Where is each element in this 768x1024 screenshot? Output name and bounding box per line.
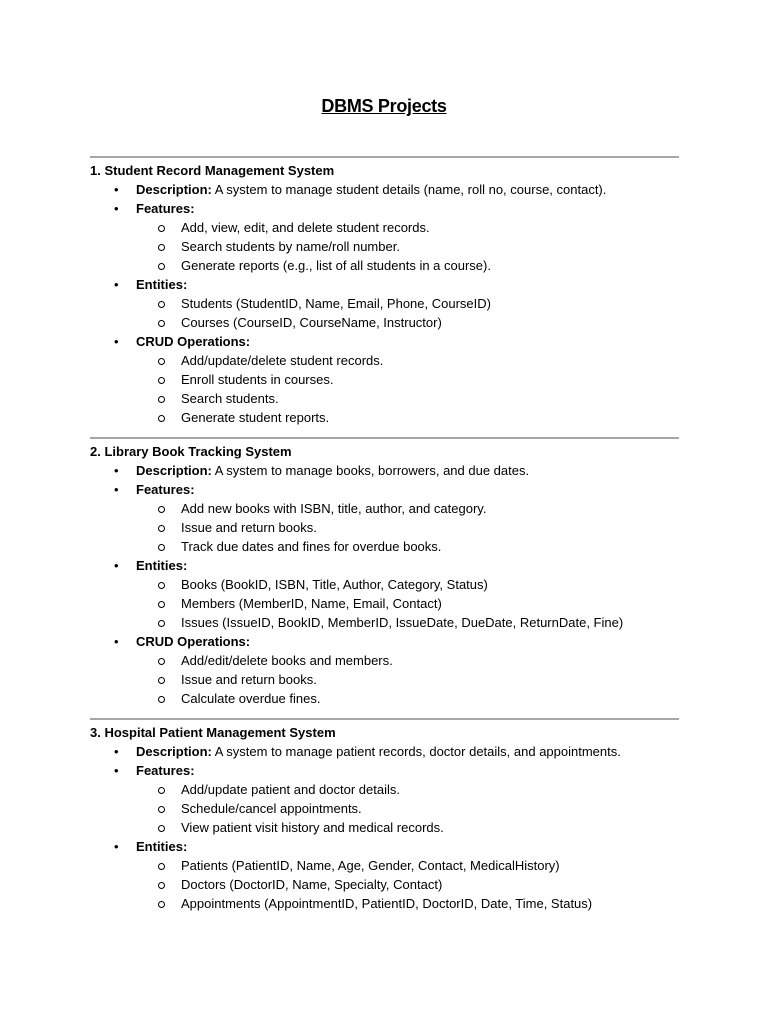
- project-section-2: [90, 437, 680, 708]
- list-item: [90, 818, 680, 837]
- circle-bullet-icon: [158, 415, 165, 422]
- features-label: Features:: [136, 201, 195, 216]
- list-item-text: Add/update patient and doctor details.: [181, 782, 400, 797]
- features-label: Features:: [136, 482, 195, 497]
- circle-bullet-icon: [158, 301, 165, 308]
- bullet-icon: •: [114, 463, 119, 478]
- list-item-text: Issues (IssueID, BookID, MemberID, IssueDate, DueDate, ReturnDate, Fine): [181, 615, 624, 630]
- bullet-icon: •: [114, 839, 119, 854]
- bullet-icon: •: [114, 482, 119, 497]
- list-item-text: Enroll students in courses.: [181, 372, 334, 387]
- list-item: [90, 389, 680, 408]
- list-item-text: Calculate overdue fines.: [181, 691, 321, 706]
- circle-bullet-icon: [158, 377, 165, 384]
- list-item: [90, 408, 680, 427]
- features-item: [90, 761, 680, 780]
- section-heading: 2. Library Book Tracking System: [90, 444, 292, 459]
- crud-label: CRUD Operations:: [136, 334, 251, 349]
- circle-bullet-icon: [158, 806, 165, 813]
- list-item: [90, 799, 680, 818]
- list-item: [90, 670, 680, 689]
- features-item: [90, 199, 680, 218]
- description-label: Description:: [136, 463, 212, 478]
- crud-label: CRUD Operations:: [136, 634, 251, 649]
- circle-bullet-icon: [158, 901, 165, 908]
- description-text: A system to manage books, borrowers, and due dates.: [211, 463, 530, 478]
- list-item-text: Add/edit/delete books and members.: [181, 653, 393, 668]
- circle-bullet-icon: [158, 225, 165, 232]
- entities-label: Entities:: [136, 558, 188, 573]
- circle-bullet-icon: [158, 787, 165, 794]
- list-item-text: Doctors (DoctorID, Name, Specialty, Contact): [181, 877, 443, 892]
- list-item: [90, 313, 680, 332]
- list-item-text: Schedule/cancel appointments.: [181, 801, 362, 816]
- entities-label: Entities:: [136, 839, 188, 854]
- list-item-text: Patients (PatientID, Name, Age, Gender, Contact, MedicalHistory): [181, 858, 560, 873]
- description-label: Description:: [136, 744, 212, 759]
- circle-bullet-icon: [158, 863, 165, 870]
- list-item-text: Search students.: [181, 391, 279, 406]
- description-text: A system to manage student details (name, roll no, course, contact).: [211, 182, 607, 197]
- list-item: [90, 575, 680, 594]
- section-heading: 1. Student Record Management System: [90, 163, 335, 178]
- list-item: [90, 370, 680, 389]
- circle-bullet-icon: [158, 396, 165, 403]
- bullet-icon: •: [114, 334, 119, 349]
- list-item-text: Search students by name/roll number.: [181, 239, 400, 254]
- description-label: Description:: [136, 182, 212, 197]
- circle-bullet-icon: [158, 244, 165, 251]
- circle-bullet-icon: [158, 582, 165, 589]
- list-item-text: Track due dates and fines for overdue books.: [181, 539, 442, 554]
- page-title: DBMS Projects: [321, 96, 447, 116]
- list-item-text: Students (StudentID, Name, Email, Phone, CourseID): [181, 296, 491, 311]
- list-item: [90, 875, 680, 894]
- bullet-icon: •: [114, 558, 119, 573]
- bullet-icon: •: [114, 277, 119, 292]
- list-item: [90, 237, 680, 256]
- section-divider: [90, 437, 679, 439]
- section-divider: [90, 718, 679, 720]
- list-item: [90, 594, 680, 613]
- list-item-text: Generate student reports.: [181, 410, 330, 425]
- list-item: [90, 613, 680, 632]
- list-item-text: Add/update/delete student records.: [181, 353, 384, 368]
- circle-bullet-icon: [158, 506, 165, 513]
- list-item: [90, 780, 680, 799]
- list-item-text: Add new books with ISBN, title, author, and category.: [181, 501, 487, 516]
- section-heading: 3. Hospital Patient Management System: [90, 725, 336, 740]
- circle-bullet-icon: [158, 320, 165, 327]
- description-item: [90, 742, 680, 761]
- list-item-text: Issue and return books.: [181, 520, 317, 535]
- bullet-icon: •: [114, 201, 119, 216]
- list-item: [90, 499, 680, 518]
- description-item: [90, 461, 680, 480]
- crud-item: [90, 332, 680, 351]
- features-item: [90, 480, 680, 499]
- circle-bullet-icon: [158, 696, 165, 703]
- document-body: [90, 156, 680, 923]
- entities-item: [90, 556, 680, 575]
- description-text: A system to manage patient records, doctor details, and appointments.: [211, 744, 621, 759]
- list-item: [90, 518, 680, 537]
- list-item: [90, 218, 680, 237]
- list-item: [90, 256, 680, 275]
- list-item: [90, 651, 680, 670]
- circle-bullet-icon: [158, 544, 165, 551]
- project-section-3: [90, 718, 680, 913]
- section-divider: [90, 156, 679, 158]
- circle-bullet-icon: [158, 825, 165, 832]
- list-item-text: Books (BookID, ISBN, Title, Author, Category, Status): [181, 577, 488, 592]
- features-label: Features:: [136, 763, 195, 778]
- list-item-text: Generate reports (e.g., list of all students in a course).: [181, 258, 491, 273]
- entities-item: [90, 275, 680, 294]
- circle-bullet-icon: [158, 677, 165, 684]
- list-item: [90, 351, 680, 370]
- bullet-icon: •: [114, 744, 119, 759]
- list-item: [90, 537, 680, 556]
- bullet-icon: •: [114, 182, 119, 197]
- crud-item: [90, 632, 680, 651]
- list-item: [90, 294, 680, 313]
- list-item-text: Courses (CourseID, CourseName, Instructor): [181, 315, 442, 330]
- list-item: [90, 856, 680, 875]
- list-item-text: Members (MemberID, Name, Email, Contact): [181, 596, 442, 611]
- circle-bullet-icon: [158, 263, 165, 270]
- list-item: [90, 894, 680, 913]
- circle-bullet-icon: [158, 658, 165, 665]
- entities-label: Entities:: [136, 277, 188, 292]
- description-item: [90, 180, 680, 199]
- project-section-1: [90, 156, 680, 427]
- list-item-text: Add, view, edit, and delete student records.: [181, 220, 430, 235]
- circle-bullet-icon: [158, 358, 165, 365]
- list-item: [90, 689, 680, 708]
- list-item-text: View patient visit history and medical records.: [181, 820, 444, 835]
- entities-item: [90, 837, 680, 856]
- circle-bullet-icon: [158, 601, 165, 608]
- list-item-text: Issue and return books.: [181, 672, 317, 687]
- circle-bullet-icon: [158, 620, 165, 627]
- list-item-text: Appointments (AppointmentID, PatientID, DoctorID, Date, Time, Status): [181, 896, 593, 911]
- circle-bullet-icon: [158, 882, 165, 889]
- bullet-icon: •: [114, 763, 119, 778]
- circle-bullet-icon: [158, 525, 165, 532]
- bullet-icon: •: [114, 634, 119, 649]
